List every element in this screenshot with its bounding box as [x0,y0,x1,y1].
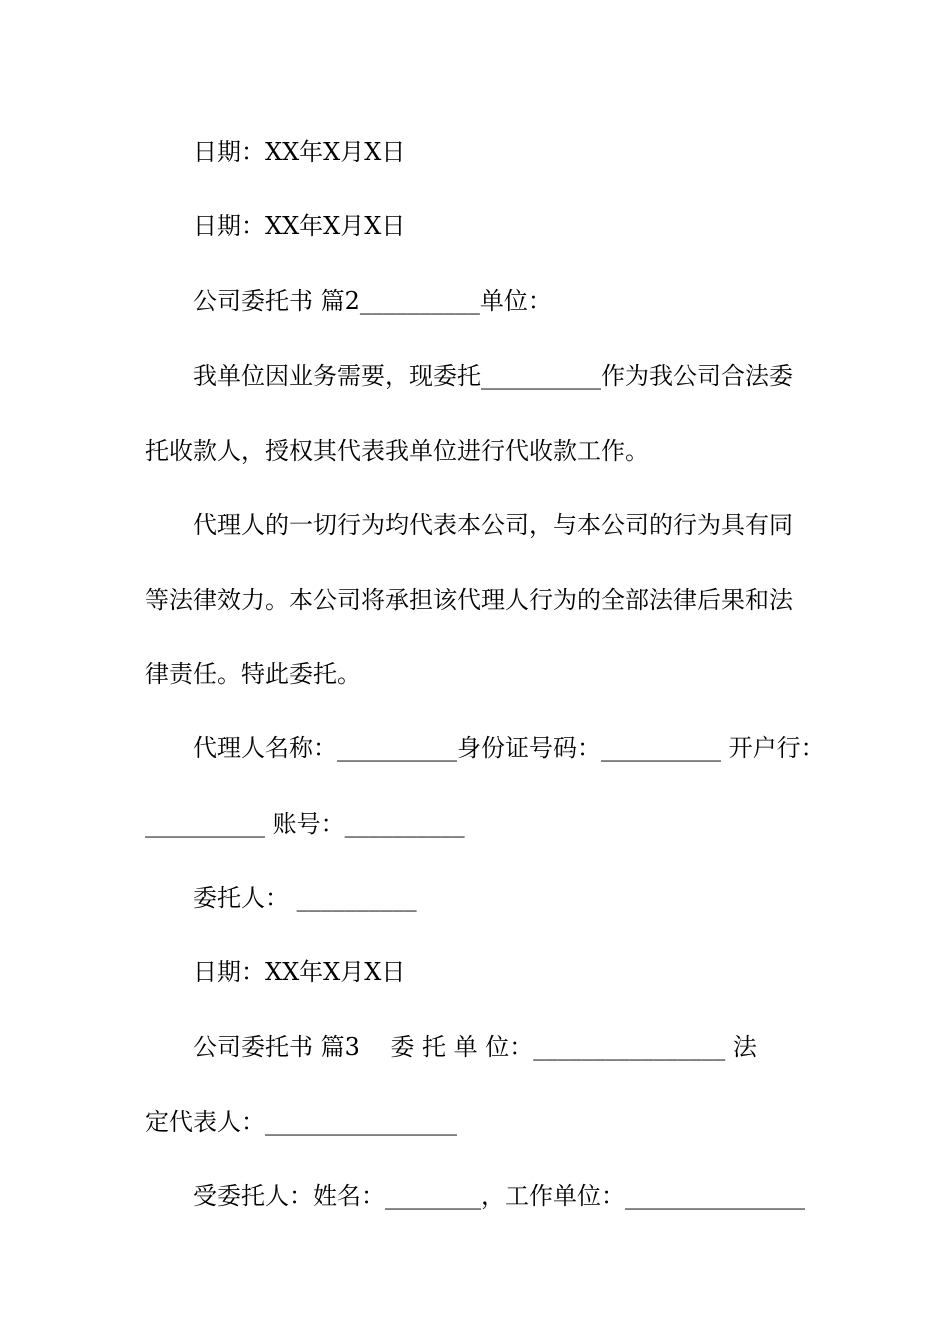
date-line-3: 日期：XX年X月X日 [193,958,406,986]
principal-line: 委托人： __________ [193,884,417,912]
paragraph-line: 律责任。特此委托。 [145,660,361,688]
date-line-1: 日期：XX年X月X日 [193,138,406,166]
section-heading-3: 公司委托书 篇3 委 托 单 位：________________ 法 [193,1033,757,1061]
paragraph-line: 我单位因业务需要，现委托__________作为我公司合法委 [193,362,793,390]
paragraph-line: 托收款人，授权其代表我单位进行代收款工作。 [145,437,649,465]
legal-representative-line: 定代表人：________________ [145,1108,457,1136]
trustee-line: 受委托人：姓名：________，工作单位：_______________ [193,1182,805,1210]
paragraph-line: 等法律效力。本公司将承担该代理人行为的全部法律后果和法 [145,586,793,614]
date-line-2: 日期：XX年X月X日 [193,212,406,240]
section-heading-2: 公司委托书 篇2__________单位： [193,287,552,315]
agent-info-line: 代理人名称：__________身份证号码：__________ 开户行： [193,734,825,762]
agent-account-line: __________ 账号：__________ [145,810,465,838]
paragraph-line: 代理人的一切行为均代表本公司，与本公司的行为具有同 [193,511,793,539]
